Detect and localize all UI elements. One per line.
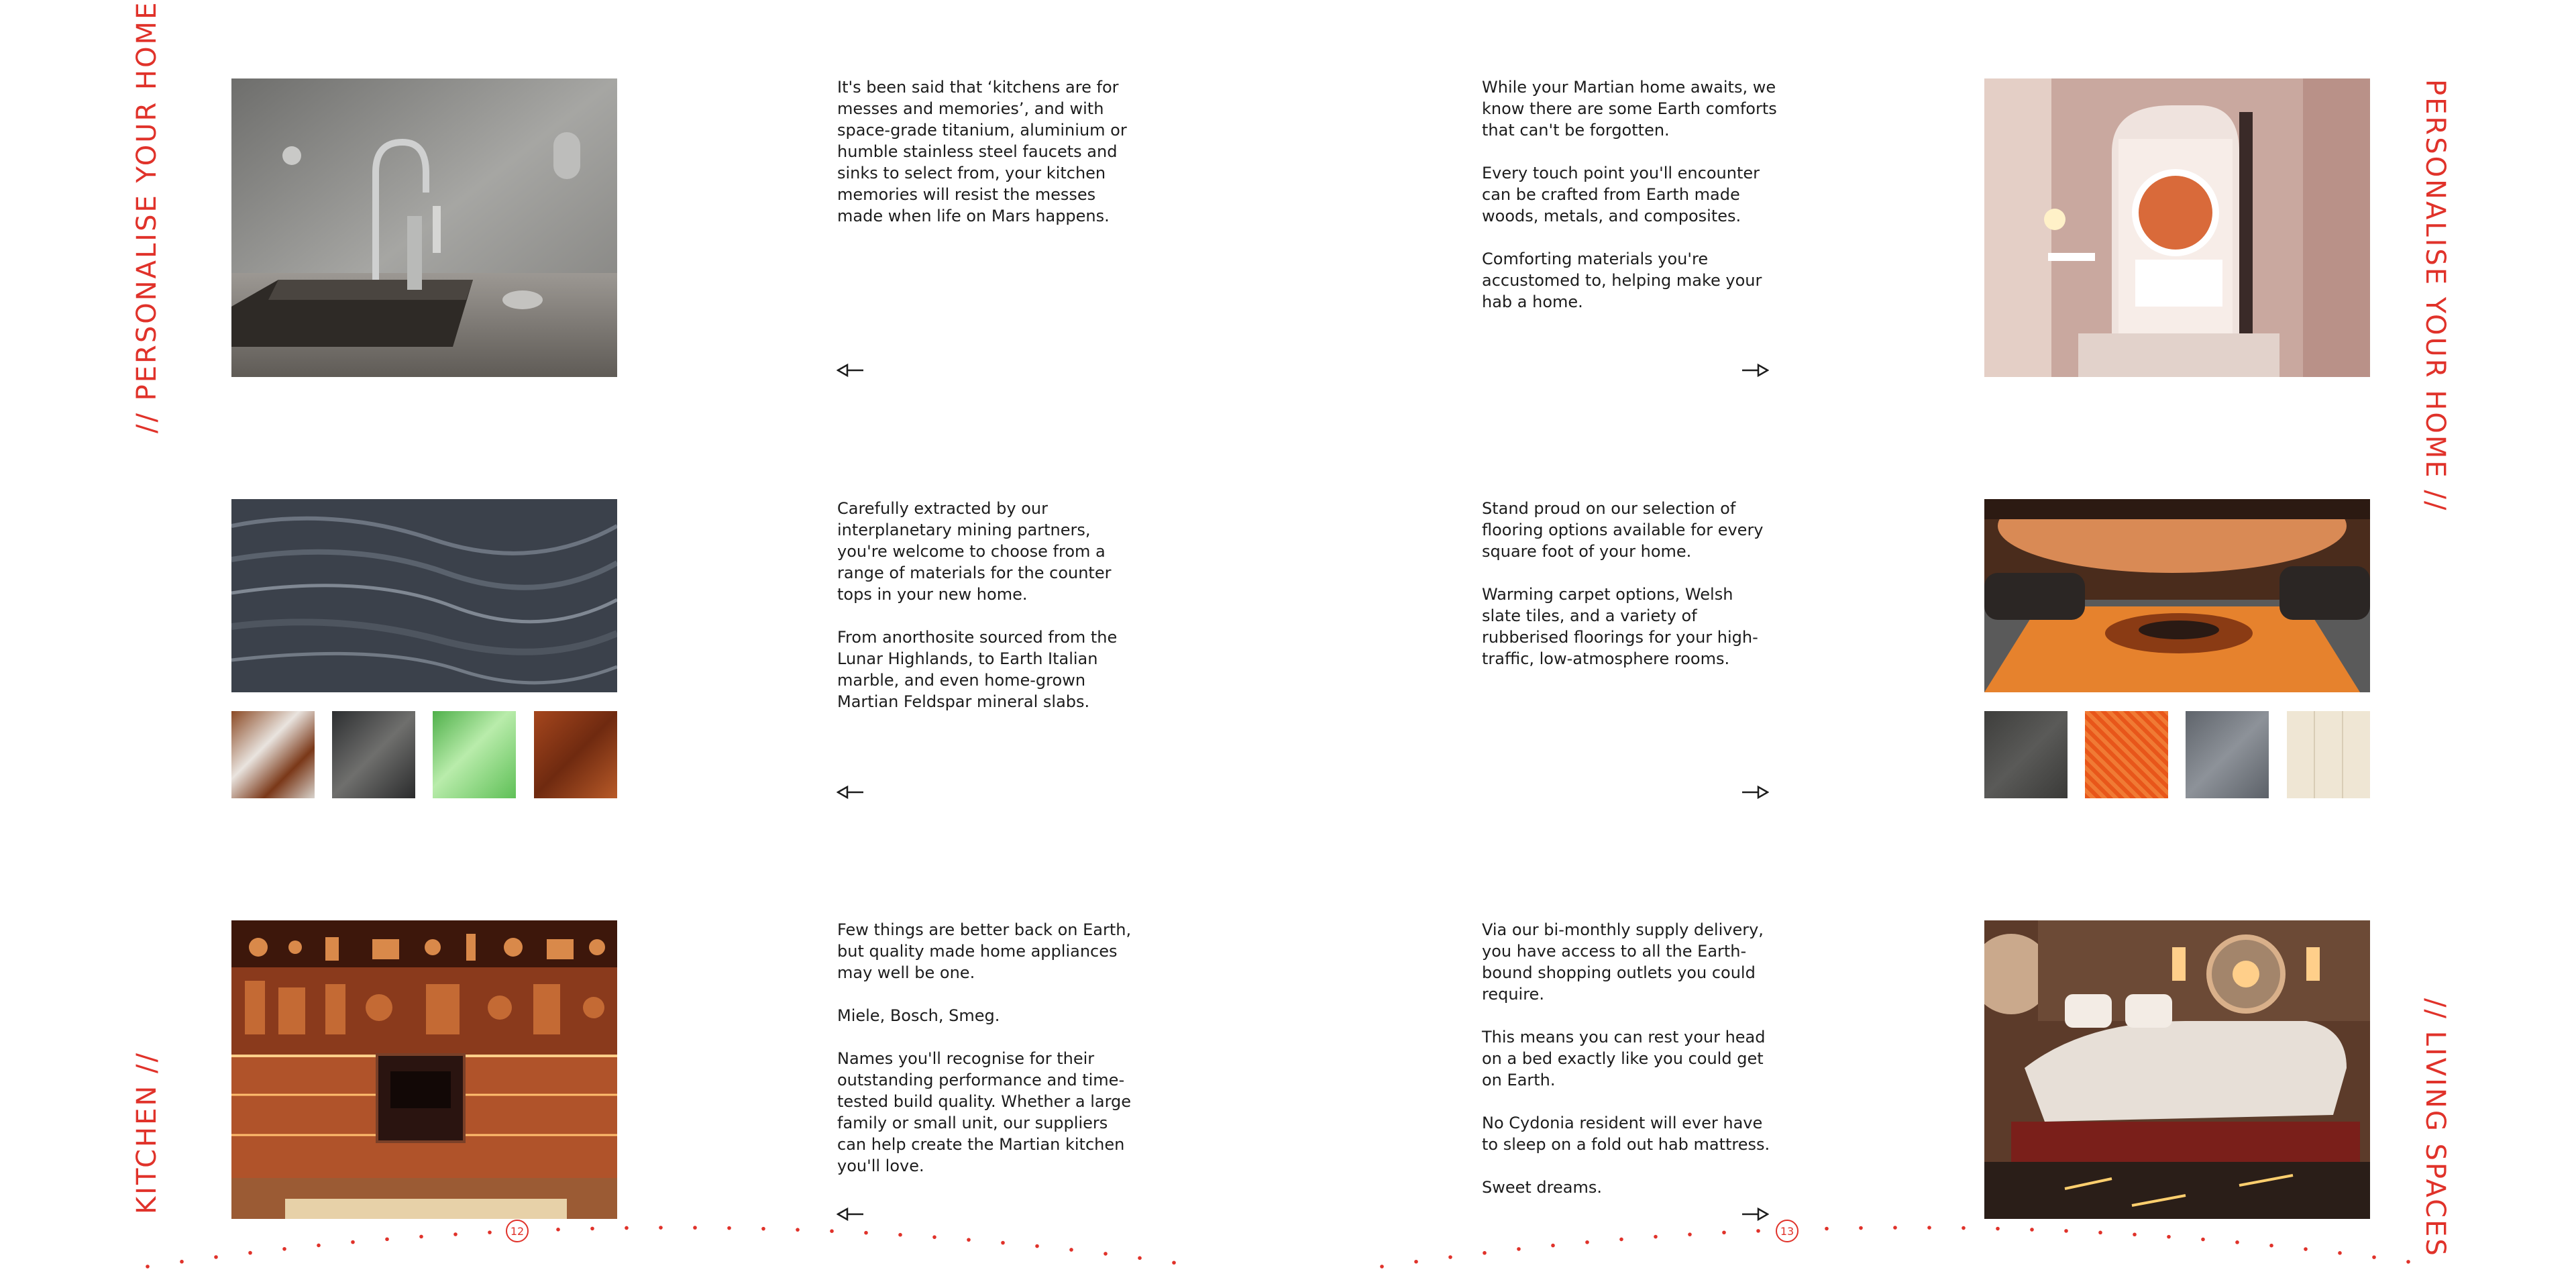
swatch-dark-granite[interactable] <box>332 711 415 798</box>
sink-faucet-photo <box>231 78 617 377</box>
arrow-left-icon[interactable] <box>837 785 866 800</box>
decoration-dot <box>556 1228 560 1232</box>
paragraph: Warming carpet options, Welsh slate tiles, and a variety of rubberised floorings for your high-traffic, low-atmosphere rooms. <box>1482 585 1758 668</box>
decoration-dot <box>864 1231 868 1235</box>
decoration-dot <box>2030 1228 2034 1232</box>
decoration-dot <box>761 1227 765 1231</box>
decoration-dot <box>1414 1260 1418 1264</box>
decoration-dot <box>248 1251 252 1255</box>
decoration-dot <box>967 1238 971 1242</box>
slate-texture-photo <box>231 499 617 692</box>
decoration-dot <box>2064 1229 2068 1233</box>
paragraph: Sweet dreams. <box>1482 1178 1602 1197</box>
supply-delivery-text <box>1482 919 1777 1198</box>
decoration-dot <box>1138 1256 1142 1260</box>
decoration-dot <box>453 1232 458 1236</box>
swatch-grey-rubber[interactable] <box>2186 711 2269 798</box>
decoration-dot <box>1893 1226 1897 1230</box>
decoration-dot <box>1104 1252 1108 1256</box>
dotted-arc-decoration <box>0 1208 2576 1288</box>
decoration-dot <box>932 1235 936 1239</box>
decoration-dot <box>1172 1260 1176 1265</box>
decoration-dot <box>1996 1227 2000 1231</box>
page-number-right: 13 <box>1776 1220 1799 1242</box>
decoration-dot <box>1585 1240 1589 1244</box>
decoration-dot <box>2133 1232 2137 1236</box>
paragraph: Miele, Bosch, Smeg. <box>837 1006 1000 1025</box>
swatch-rust-oxide[interactable] <box>534 711 617 798</box>
decoration-dot <box>146 1265 150 1269</box>
decoration-dot <box>1688 1232 1692 1236</box>
side-title-personalise-left: // PERSONALISE YOUR HOME <box>131 0 162 433</box>
paragraph: It's been said that ‘kitchens are for messes and memories’, and with space-grade titanium, aluminium or humble stainless steel faucets and sinks to select from, your kitchen memories will resist the messes made when life on Mars happens. <box>837 78 1127 225</box>
decoration-dot <box>830 1229 834 1233</box>
hab-doorway-photo <box>1984 78 2370 377</box>
decoration-dot <box>214 1255 218 1259</box>
decoration-dot <box>2304 1247 2308 1251</box>
paragraph: This means you can rest your head on a bed exactly like you could get on Earth. <box>1482 1028 1766 1089</box>
decoration-dot <box>385 1237 389 1241</box>
paragraph: Carefully extracted by our interplanetary mining partners, you're welcome to choose from a range of materials for the counter tops in your new home. <box>837 499 1112 604</box>
paragraph: Via our bi-monthly supply delivery, you have access to all the Earth-bound shopping outlets you could require. <box>1482 920 1764 1004</box>
appliances-text <box>837 919 1132 1177</box>
decoration-dot <box>796 1228 800 1232</box>
decoration-dot <box>2269 1244 2273 1248</box>
flooring-text <box>1482 498 1777 669</box>
decoration-dot <box>2201 1238 2205 1242</box>
page-number-left: 12 <box>506 1220 529 1242</box>
paragraph: Comforting materials you're accustomed to, helping make your hab a home. <box>1482 250 1762 311</box>
decoration-dot <box>1927 1226 1931 1230</box>
decoration-dot <box>180 1260 184 1264</box>
living-room-photo <box>1984 499 2370 692</box>
swatch-green-stone[interactable] <box>433 711 516 798</box>
decoration-dot <box>727 1226 731 1230</box>
swatch-orange-carpet[interactable] <box>2085 711 2168 798</box>
decoration-dot <box>625 1226 629 1230</box>
decoration-dot <box>419 1235 423 1239</box>
decoration-dot <box>317 1244 321 1248</box>
kitchen-appliances-photo <box>231 920 617 1219</box>
decoration-dot <box>1448 1255 1452 1259</box>
decoration-dot <box>1035 1244 1039 1248</box>
decoration-dot <box>1483 1251 1487 1255</box>
decoration-dot <box>2167 1235 2171 1239</box>
decoration-dot <box>1859 1226 1863 1230</box>
swatch-slate-tile[interactable] <box>1984 711 2068 798</box>
decoration-dot <box>1001 1241 1005 1245</box>
decoration-dot <box>1551 1244 1555 1248</box>
decoration-dot <box>1069 1248 1073 1252</box>
paragraph: From anorthosite sourced from the Lunar Highlands, to Earth Italian marble, and even home-grown Martian Feldspar mineral slabs. <box>837 628 1118 711</box>
decoration-dot <box>488 1230 492 1234</box>
decoration-dot <box>1654 1235 1658 1239</box>
decoration-dot <box>1825 1227 1829 1231</box>
side-title-living-spaces: // LIVING SPACES <box>2420 998 2451 1258</box>
decoration-dot <box>590 1227 594 1231</box>
decoration-dot <box>1380 1265 1384 1269</box>
paragraph: No Cydonia resident will ever have to sleep on a fold out hab mattress. <box>1482 1114 1770 1154</box>
countertops-text <box>837 498 1132 712</box>
decoration-dot <box>1962 1226 1966 1230</box>
decoration-dot <box>2098 1231 2102 1235</box>
arrow-left-icon[interactable] <box>837 363 866 378</box>
paragraph: Names you'll recognise for their outstanding performance and time-tested build quality. Whether a large family or small unit, our suppliers can help create the Martian kitchen you'll love. <box>837 1049 1132 1175</box>
bedroom-photo <box>1984 920 2370 1219</box>
decoration-dot <box>693 1226 697 1230</box>
decoration-dot <box>2338 1251 2342 1255</box>
decoration-dot <box>659 1226 663 1230</box>
paragraph: Stand proud on our selection of flooring options available for every square foot of your home. <box>1482 499 1764 561</box>
decoration-dot <box>1722 1230 1726 1234</box>
decoration-dot <box>898 1233 902 1237</box>
faucets-text <box>837 76 1132 227</box>
decoration-dot <box>2235 1240 2239 1244</box>
decoration-dot <box>2406 1260 2410 1264</box>
decoration-dot <box>351 1240 355 1244</box>
paragraph: While your Martian home awaits, we know there are some Earth comforts that can't be forgotten. <box>1482 78 1777 140</box>
paragraph: Few things are better back on Earth, but quality made home appliances may well be one. <box>837 920 1132 982</box>
earth-comforts-text <box>1482 76 1777 313</box>
swatch-marble-rust[interactable] <box>231 711 315 798</box>
side-title-personalise-right: PERSONALISE YOUR HOME // <box>2420 79 2451 513</box>
decoration-dot <box>2372 1255 2376 1259</box>
arrow-right-icon[interactable] <box>1739 363 1769 378</box>
swatch-cream-panel[interactable] <box>2287 711 2370 798</box>
side-title-kitchen: KITCHEN // <box>131 1051 162 1214</box>
decoration-dot <box>282 1247 286 1251</box>
decoration-dot <box>1517 1247 1521 1251</box>
decoration-dot <box>1619 1238 1623 1242</box>
paragraph: Every touch point you'll encounter can be crafted from Earth made woods, metals, and composites. <box>1482 164 1760 225</box>
decoration-dot <box>1756 1229 1760 1233</box>
arrow-right-icon[interactable] <box>1739 785 1769 800</box>
